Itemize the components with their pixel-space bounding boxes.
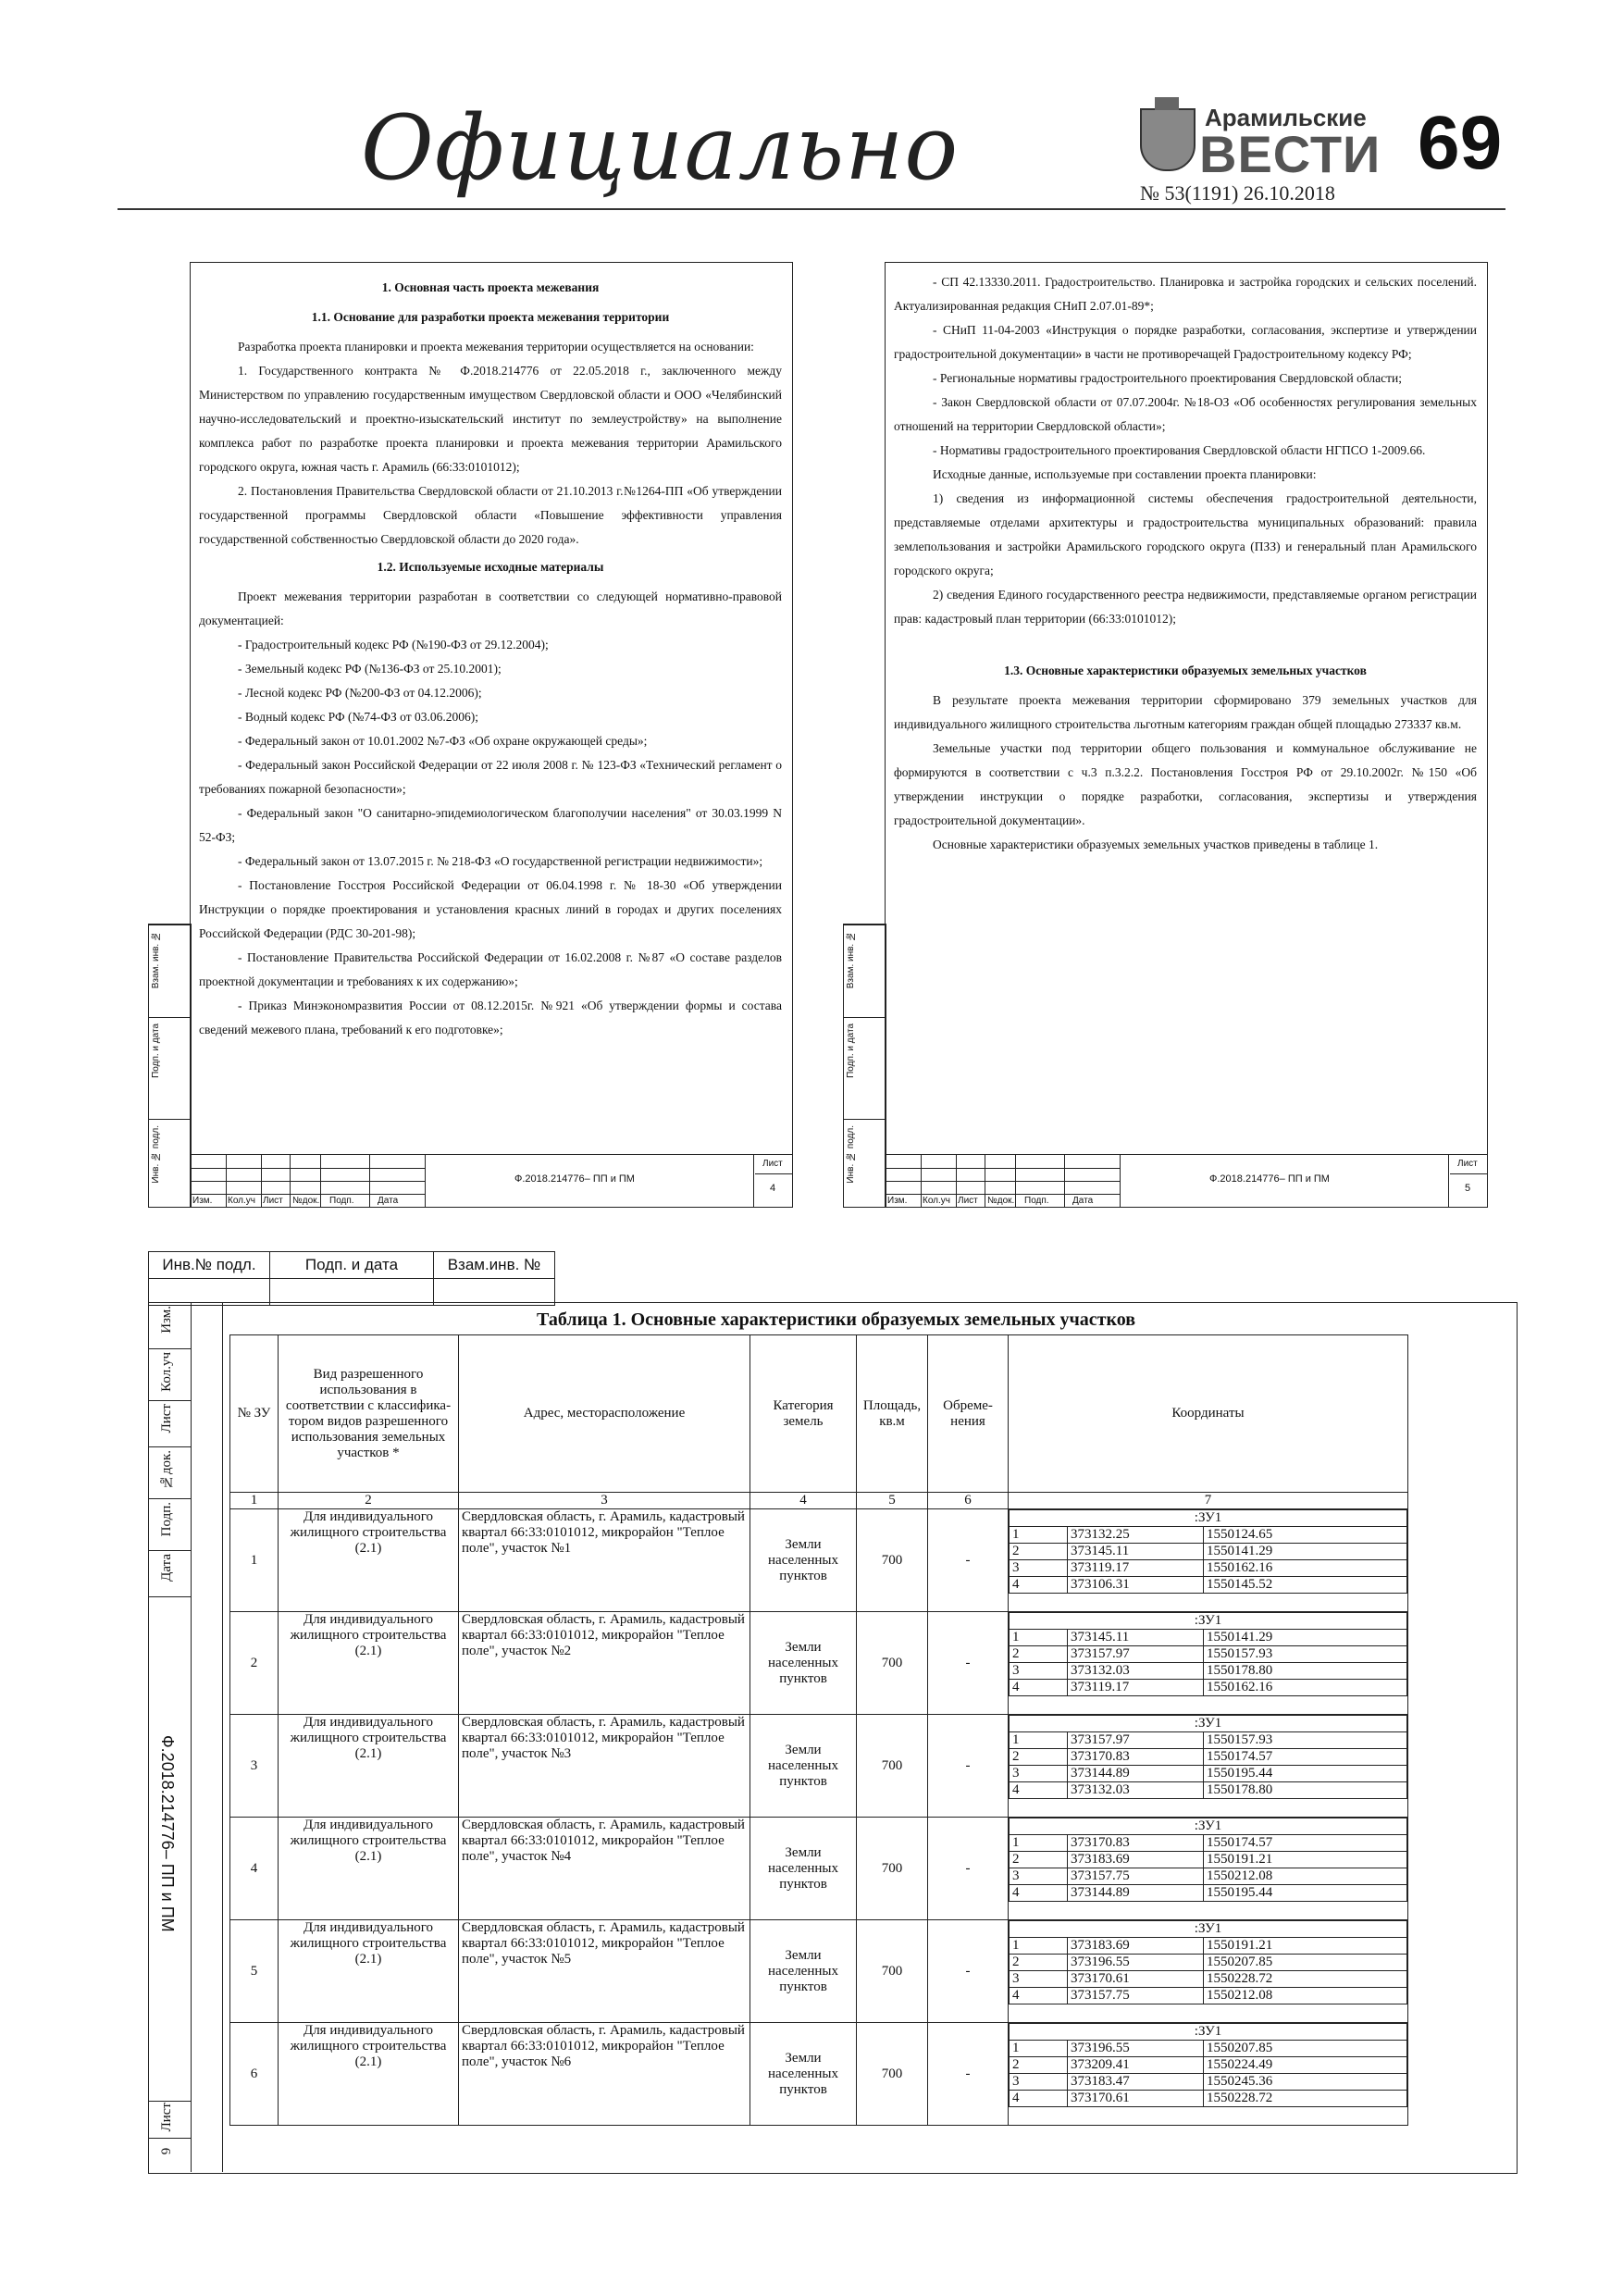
paragraph: - Земельный кодекс РФ (№136-ФЗ от 25.10.2001); (238, 662, 502, 676)
zu-coordinates (1009, 1920, 1408, 2023)
paragraph: - Нормативы градостроительного проектирования Свердловской области НГПСО 1-2009.66. (933, 443, 1426, 457)
paragraph: - Постановление Правительства Российской Федерации от 16.02.2008 г. №87 «О составе разделов проектной документации и требованиях к их содержанию»; (199, 950, 782, 988)
zu-encumbrance: - (928, 1818, 1009, 1920)
table-side-column-2 (191, 1302, 223, 2172)
coord-row (1010, 1732, 1407, 1749)
coord-y: 1550141.29 (1204, 1544, 1407, 1560)
page-number: 69 (1418, 101, 1503, 185)
coord-y: 1550174.57 (1204, 1835, 1407, 1852)
coord-row (1010, 2057, 1407, 2074)
coord-x: 373119.17 (1068, 1560, 1204, 1577)
coord-y: 1550195.44 (1204, 1766, 1407, 1782)
point-number: 3 (1010, 1766, 1068, 1782)
zu-use: Для индивидуального жилищного строительства (2.1) (279, 2023, 459, 2126)
coord-row (1010, 1766, 1407, 1782)
coord-row (1010, 1955, 1407, 1971)
point-number: 4 (1010, 1988, 1068, 2004)
zu-category: Земли населенных пунктов (750, 1818, 857, 1920)
coord-row (1010, 1938, 1407, 1955)
zu-category: Земли населенных пунктов (750, 1612, 857, 1715)
side-podp: Подп. (159, 1502, 174, 1537)
strip-podp: Подп. и дата (151, 1024, 161, 1078)
coord-row (1010, 2091, 1407, 2107)
zu-use: Для индивидуального жилищного строительства (2.1) (279, 1920, 459, 2023)
coord-y: 1550124.65 (1204, 1527, 1407, 1544)
point-number: 1 (1010, 1630, 1068, 1646)
col-category: Категория земель (750, 1335, 857, 1493)
zu-number: 2 (230, 1612, 279, 1715)
coord-y: 1550191.21 (1204, 1852, 1407, 1868)
coord-y: 1550157.93 (1204, 1646, 1407, 1663)
zu-area: 700 (857, 1818, 928, 1920)
coord-x: 373144.89 (1068, 1766, 1204, 1782)
zu-category: Земли населенных пунктов (750, 2023, 857, 2126)
stamp-ndoc: №док. (987, 1196, 1015, 1206)
coord-x: 373132.03 (1068, 1782, 1204, 1799)
zu-address: Свердловская область, г. Арамиль, кадастровый квартал 66:33:0101012, микрорайон "Теплое поле", участок №5 (459, 1920, 750, 2023)
coord-x: 373157.97 (1068, 1732, 1204, 1749)
point-number: 3 (1010, 2074, 1068, 2091)
coord-y: 1550162.16 (1204, 1680, 1407, 1696)
land-plots-table (229, 1334, 1408, 2126)
zu-use: Для индивидуального жилищного строительства (2.1) (279, 1818, 459, 1920)
coord-row (1010, 1852, 1407, 1868)
strip-inv: Инв. № подл. (846, 1125, 856, 1184)
coord-row (1010, 1663, 1407, 1680)
side-doc-code: Ф.2018.214776– ПП и ПМ (158, 1735, 177, 1932)
stamp-date: Дата (378, 1196, 399, 1206)
coord-x: 373132.25 (1068, 1527, 1204, 1544)
strip-vzam: Взам. инв. № (846, 931, 856, 989)
coord-y: 1550174.57 (1204, 1749, 1407, 1766)
coord-row (1010, 1749, 1407, 1766)
coord-y: 1550157.93 (1204, 1732, 1407, 1749)
side-list: Лист (159, 1404, 174, 1433)
coord-x: 373183.69 (1068, 1852, 1204, 1868)
point-number: 4 (1010, 2091, 1068, 2107)
stamp-list-label: Лист (762, 1159, 783, 1169)
col-area: Площадь, кв.м (857, 1335, 928, 1493)
stamp-ndoc: №док. (292, 1196, 320, 1206)
paragraph: 1. Государственного контракта № Ф.2018.214776 от 22.05.2018 г., заключенного между Министерством по управлению государственным имуществом Свердловской области и ООО «Челябинский научно-исследовательский и проектно-изыскательский институт по землеустройству» на выполнение комплекса работ по разработке проекта планировки и проекта межевания территории Арамильского городского округа, южная часть г. Арамиль (66:33:0101012); (199, 364, 782, 474)
zu-encumbrance: - (928, 1920, 1009, 2023)
stamp-doc-code: Ф.2018.214776– ПП и ПМ (1209, 1173, 1330, 1185)
strip-inv: Инв. № подл. (151, 1125, 161, 1184)
col-coordinates: Координаты (1009, 1335, 1408, 1493)
stamp-izm: Изм. (887, 1196, 908, 1206)
zu-category: Земли населенных пунктов (750, 1509, 857, 1612)
colnum-7: 7 (1009, 1493, 1408, 1509)
stamp-date: Дата (1072, 1196, 1094, 1206)
strip-vzam: Взам. инв. № (151, 931, 161, 989)
zu-coordinates (1009, 1715, 1408, 1818)
point-number: 4 (1010, 1782, 1068, 1799)
zu-label: :ЗУ1 (1010, 1818, 1407, 1835)
coord-x: 373145.11 (1068, 1544, 1204, 1560)
coord-x: 373170.83 (1068, 1749, 1204, 1766)
point-number: 2 (1010, 1749, 1068, 1766)
coord-row (1010, 1782, 1407, 1799)
zu-use: Для индивидуального жилищного строительства (2.1) (279, 1509, 459, 1612)
coord-row (1010, 1885, 1407, 1902)
paragraph: - Закон Свердловской области от 07.07.2004г. №18-ОЗ «Об особенностях регулирования земельных отношений на территории Свердловской области»; (894, 395, 1477, 433)
coord-x: 373106.31 (1068, 1577, 1204, 1594)
coord-x: 373183.69 (1068, 1938, 1204, 1955)
zu-encumbrance: - (928, 1612, 1009, 1715)
coord-y: 1550191.21 (1204, 1938, 1407, 1955)
zu-label: :ЗУ1 (1010, 1613, 1407, 1630)
table-row (230, 1612, 1408, 1715)
colnum-5: 5 (857, 1493, 928, 1509)
stamp-list: Лист (263, 1196, 283, 1206)
zu-address: Свердловская область, г. Арамиль, кадастровый квартал 66:33:0101012, микрорайон "Теплое поле", участок №2 (459, 1612, 750, 1715)
coord-row (1010, 1680, 1407, 1696)
point-number: 1 (1010, 1938, 1068, 1955)
table-title: Таблица 1. Основные характеристики образуемых земельных участков (537, 1309, 1136, 1330)
colnum-4: 4 (750, 1493, 857, 1509)
paragraph: - Федеральный закон Российской Федерации от 22 июля 2008 г. № 123-ФЗ «Технический регламент о требованиях пожарной безопасности»; (199, 758, 782, 796)
coord-y: 1550228.72 (1204, 1971, 1407, 1988)
zu-encumbrance: - (928, 1509, 1009, 1612)
paragraph: Разработка проекта планировки и проекта межевания территории осуществляется на основании: (238, 340, 754, 354)
point-number: 3 (1010, 1971, 1068, 1988)
side-strip-left (148, 924, 192, 1208)
coord-x: 373145.11 (1068, 1630, 1204, 1646)
zu-coordinates (1009, 2023, 1408, 2126)
crest-icon (1140, 108, 1196, 171)
zu-use: Для индивидуального жилищного строительства (2.1) (279, 1612, 459, 1715)
coord-x: 373144.89 (1068, 1885, 1204, 1902)
point-number: 2 (1010, 1955, 1068, 1971)
side-list-label: Лист (159, 2103, 174, 2132)
zu-address: Свердловская область, г. Арамиль, кадастровый квартал 66:33:0101012, микрорайон "Теплое поле", участок №4 (459, 1818, 750, 1920)
coord-x: 373119.17 (1068, 1680, 1204, 1696)
zu-coordinates (1009, 1612, 1408, 1715)
point-number: 2 (1010, 1852, 1068, 1868)
hdr-podp: Подп. и дата (270, 1252, 434, 1279)
issue-number: № 53(1191) 26.10.2018 (1140, 181, 1335, 205)
title-block-stamp (191, 1154, 792, 1208)
paragraph: Земельные участки под территории общего пользования и коммунальное обслуживание не формируются в соответствии с ч.3 п.3.2.2. Постановления Госстроя РФ от 29.10.2002г. №150 «Об утверждении инструкции о порядке разработки, согласования, экспертизы и утверждения градостроительной документации». (894, 741, 1477, 827)
stamp-koluch: Кол.уч (228, 1196, 255, 1206)
point-number: 2 (1010, 1646, 1068, 1663)
table-row (230, 1715, 1408, 1818)
zu-label: :ЗУ1 (1010, 1510, 1407, 1527)
point-number: 4 (1010, 1885, 1068, 1902)
point-number: 1 (1010, 2041, 1068, 2057)
stamp-izm: Изм. (192, 1196, 213, 1206)
coord-y: 1550207.85 (1204, 2041, 1407, 2057)
side-izm: Изм. (159, 1306, 174, 1334)
zu-label: :ЗУ1 (1010, 1716, 1407, 1732)
coord-x: 373170.61 (1068, 2091, 1204, 2107)
side-koluch: Кол.уч (159, 1352, 174, 1392)
hdr-vzam: Взам.инв. № (434, 1252, 555, 1279)
paragraph: - СП 42.13330.2011. Градостроительство. Планировка и застройка городских и сельских поселений. Актуализированная редакция СНиП 2.07.01-89*; (894, 275, 1477, 313)
coord-row (1010, 1868, 1407, 1885)
col-zu: № ЗУ (230, 1335, 279, 1493)
coord-x: 373196.55 (1068, 1955, 1204, 1971)
coord-row (1010, 1835, 1407, 1852)
zu-area: 700 (857, 1715, 928, 1818)
zu-encumbrance: - (928, 2023, 1009, 2126)
table-row (230, 2023, 1408, 2126)
zu-number: 3 (230, 1715, 279, 1818)
stamp-list-label: Лист (1457, 1159, 1478, 1169)
coord-y: 1550212.08 (1204, 1988, 1407, 2004)
coord-row (1010, 1577, 1407, 1594)
strip-podp: Подп. и дата (846, 1024, 856, 1078)
coord-x: 373170.83 (1068, 1835, 1204, 1852)
stamp-list: Лист (958, 1196, 978, 1206)
coord-y: 1550145.52 (1204, 1577, 1407, 1594)
paragraph: - Приказ Минэкономразвития России от 08.12.2015г. №921 «Об утверждении формы и состава сведений межевого плана, требований к его подготовке»; (199, 999, 782, 1036)
coord-x: 373157.75 (1068, 1988, 1204, 2004)
zu-label: :ЗУ1 (1010, 1921, 1407, 1938)
section-title: Официально (361, 96, 960, 200)
paragraph: 1) сведения из информационной системы обеспечения градостроительной деятельности, представляемые отделами архитектуры и градостроительства муниципальных образований: правила землепользования и застройки Арамильского городского округа (ПЗЗ) и генеральный план Арамильского городского округа; (894, 491, 1477, 577)
coord-row (1010, 1988, 1407, 2004)
heading-1-1: 1.1. Основание для разработки проекта межевания территории (311, 310, 670, 324)
point-number: 2 (1010, 2057, 1068, 2074)
zu-category: Земли населенных пунктов (750, 1715, 857, 1818)
paragraph: Исходные данные, используемые при составлении проекта планировки: (933, 467, 1317, 481)
zu-coordinates (1009, 1509, 1408, 1612)
coord-x: 373157.97 (1068, 1646, 1204, 1663)
point-number: 4 (1010, 1680, 1068, 1696)
point-number: 1 (1010, 1527, 1068, 1544)
point-number: 4 (1010, 1577, 1068, 1594)
coord-row (1010, 1560, 1407, 1577)
heading-1-2: 1.2. Используемые исходные материалы (377, 560, 604, 574)
zu-address: Свердловская область, г. Арамиль, кадастровый квартал 66:33:0101012, микрорайон "Теплое поле", участок №6 (459, 2023, 750, 2126)
colnum-6: 6 (928, 1493, 1009, 1509)
zu-number: 1 (230, 1509, 279, 1612)
stamp-koluch: Кол.уч (923, 1196, 950, 1206)
coord-y: 1550162.16 (1204, 1560, 1407, 1577)
paragraph: 2. Постановления Правительства Свердловской области от 21.10.2013 г.№1264-ПП «Об утверждении государственной программы Свердловской области «Повышение эффективности управления государственной собственностью Свердловской области до 2020 года». (199, 484, 782, 546)
document-sheet-right (885, 262, 1488, 1208)
coord-y: 1550228.72 (1204, 2091, 1407, 2107)
zu-area: 700 (857, 1920, 928, 2023)
zu-category: Земли населенных пунктов (750, 1920, 857, 2023)
col-address: Адрес, месторасположение (459, 1335, 750, 1493)
zu-area: 700 (857, 1509, 928, 1612)
point-number: 3 (1010, 1663, 1068, 1680)
zu-label: :ЗУ1 (1010, 2024, 1407, 2041)
point-number: 2 (1010, 1544, 1068, 1560)
paragraph: - Региональные нормативы градостроительного проектирования Свердловской области; (933, 371, 1402, 385)
col-use: Вид разрешенного использования в соответствии с классифика-тором видов разрешенного использования земельных участков * (279, 1335, 459, 1493)
header-divider (118, 208, 1505, 210)
coord-row (1010, 1630, 1407, 1646)
stamp-sheet-number: 4 (770, 1183, 776, 1194)
coord-row (1010, 2074, 1407, 2091)
coord-y: 1550195.44 (1204, 1885, 1407, 1902)
coord-x: 373183.47 (1068, 2074, 1204, 2091)
coord-x: 373132.03 (1068, 1663, 1204, 1680)
approval-header-table (148, 1251, 555, 1306)
coord-y: 1550245.36 (1204, 2074, 1407, 2091)
colnum-1: 1 (230, 1493, 279, 1509)
coord-x: 373209.41 (1068, 2057, 1204, 2074)
point-number: 3 (1010, 1560, 1068, 1577)
side-date: Дата (159, 1554, 174, 1582)
coord-y: 1550207.85 (1204, 1955, 1407, 1971)
coord-row (1010, 1971, 1407, 1988)
table-row (230, 1509, 1408, 1612)
title-block-stamp (886, 1154, 1487, 1208)
point-number: 3 (1010, 1868, 1068, 1885)
coord-x: 373157.75 (1068, 1868, 1204, 1885)
zu-number: 5 (230, 1920, 279, 2023)
coord-row (1010, 1646, 1407, 1663)
zu-encumbrance: - (928, 1715, 1009, 1818)
coord-y: 1550178.80 (1204, 1782, 1407, 1799)
paragraph: В результате проекта межевания территории сформировано 379 земельных участков для индивидуального жилищного строительства льготным категориям граждан общей площадью 273337 кв.м. (894, 693, 1477, 731)
coord-row (1010, 1544, 1407, 1560)
point-number: 1 (1010, 1732, 1068, 1749)
paragraph: Основные характеристики образуемых земельных участков приведены в таблице 1. (933, 838, 1379, 851)
zu-number: 6 (230, 2023, 279, 2126)
paragraph: - Постановление Госстроя Российской Федерации от 06.04.1998 г. № 18-30 «Об утверждении Инструкции о порядке проектирования и установления красных линий в городах и других поселениях Российской Федерации (РДС 30-201-98); (199, 878, 782, 940)
table-row (230, 1818, 1408, 1920)
heading-1-3: 1.3. Основные характеристики образуемых земельных участков (1004, 664, 1367, 677)
paragraph: - Водный кодекс РФ (№74-ФЗ от 03.06.2006); (238, 710, 479, 724)
coord-y: 1550224.49 (1204, 2057, 1407, 2074)
side-strip-right (843, 924, 886, 1208)
colnum-3: 3 (459, 1493, 750, 1509)
point-number: 1 (1010, 1835, 1068, 1852)
stamp-sheet-number: 5 (1465, 1183, 1471, 1194)
coord-x: 373170.61 (1068, 1971, 1204, 1988)
zu-number: 4 (230, 1818, 279, 1920)
logo-big-text: ВЕСТИ (1199, 125, 1381, 183)
zu-coordinates (1009, 1818, 1408, 1920)
col-encumbrance: Обреме-нения (928, 1335, 1009, 1493)
paragraph: - Федеральный закон от 13.07.2015 г. № 218-ФЗ «О государственной регистрации недвижимости»; (238, 854, 763, 868)
coord-x: 373196.55 (1068, 2041, 1204, 2057)
hdr-inv: Инв.№ подл. (149, 1252, 270, 1279)
coord-row (1010, 1527, 1407, 1544)
coord-y: 1550141.29 (1204, 1630, 1407, 1646)
paragraph: - Градостроительный кодекс РФ (№190-ФЗ от 29.12.2004); (238, 638, 549, 652)
coord-row (1010, 2041, 1407, 2057)
paragraph: 2) сведения Единого государственного реестра недвижимости, представляемые органом регистрации прав: кадастровый план территории (66:33:0101012); (894, 588, 1477, 626)
paragraph: - Лесной кодекс РФ (№200-ФЗ от 04.12.2006); (238, 686, 482, 700)
stamp-doc-code: Ф.2018.214776– ПП и ПМ (514, 1173, 635, 1185)
stamp-podp: Подп. (329, 1196, 354, 1206)
zu-area: 700 (857, 2023, 928, 2126)
zu-use: Для индивидуального жилищного строительства (2.1) (279, 1715, 459, 1818)
stamp-podp: Подп. (1024, 1196, 1049, 1206)
zu-area: 700 (857, 1612, 928, 1715)
side-ndoc: №док. (159, 1450, 174, 1490)
paragraph: Проект межевания территории разработан в соответствии со следующей нормативно-правовой документацией: (199, 590, 782, 627)
side-list-number: 6 (157, 2147, 173, 2155)
coord-y: 1550178.80 (1204, 1663, 1407, 1680)
colnum-2: 2 (279, 1493, 459, 1509)
zu-address: Свердловская область, г. Арамиль, кадастровый квартал 66:33:0101012, микрорайон "Теплое поле", участок №3 (459, 1715, 750, 1818)
table-side-column (148, 1302, 192, 2172)
coord-y: 1550212.08 (1204, 1868, 1407, 1885)
zu-address: Свердловская область, г. Арамиль, кадастровый квартал 66:33:0101012, микрорайон "Теплое поле", участок №1 (459, 1509, 750, 1612)
logo-small-text: Арамильские (1205, 104, 1367, 131)
paragraph: - СНиП 11-04-2003 «Инструкция о порядке разработки, согласования, экспертизе и утверждении градостроительной документации» в части не противоречащей Градостроительному кодексу РФ; (894, 323, 1477, 361)
document-sheet-left (190, 262, 793, 1208)
paragraph: - Федеральный закон "О санитарно-эпидемиологическом благополучии населения" от 30.03.1999 N 52-ФЗ; (199, 806, 782, 844)
table-row (230, 1920, 1408, 2023)
paragraph: - Федеральный закон от 10.01.2002 №7-ФЗ «Об охране окружающей среды»; (238, 734, 648, 748)
heading-main: 1. Основная часть проекта межевания (381, 280, 600, 294)
